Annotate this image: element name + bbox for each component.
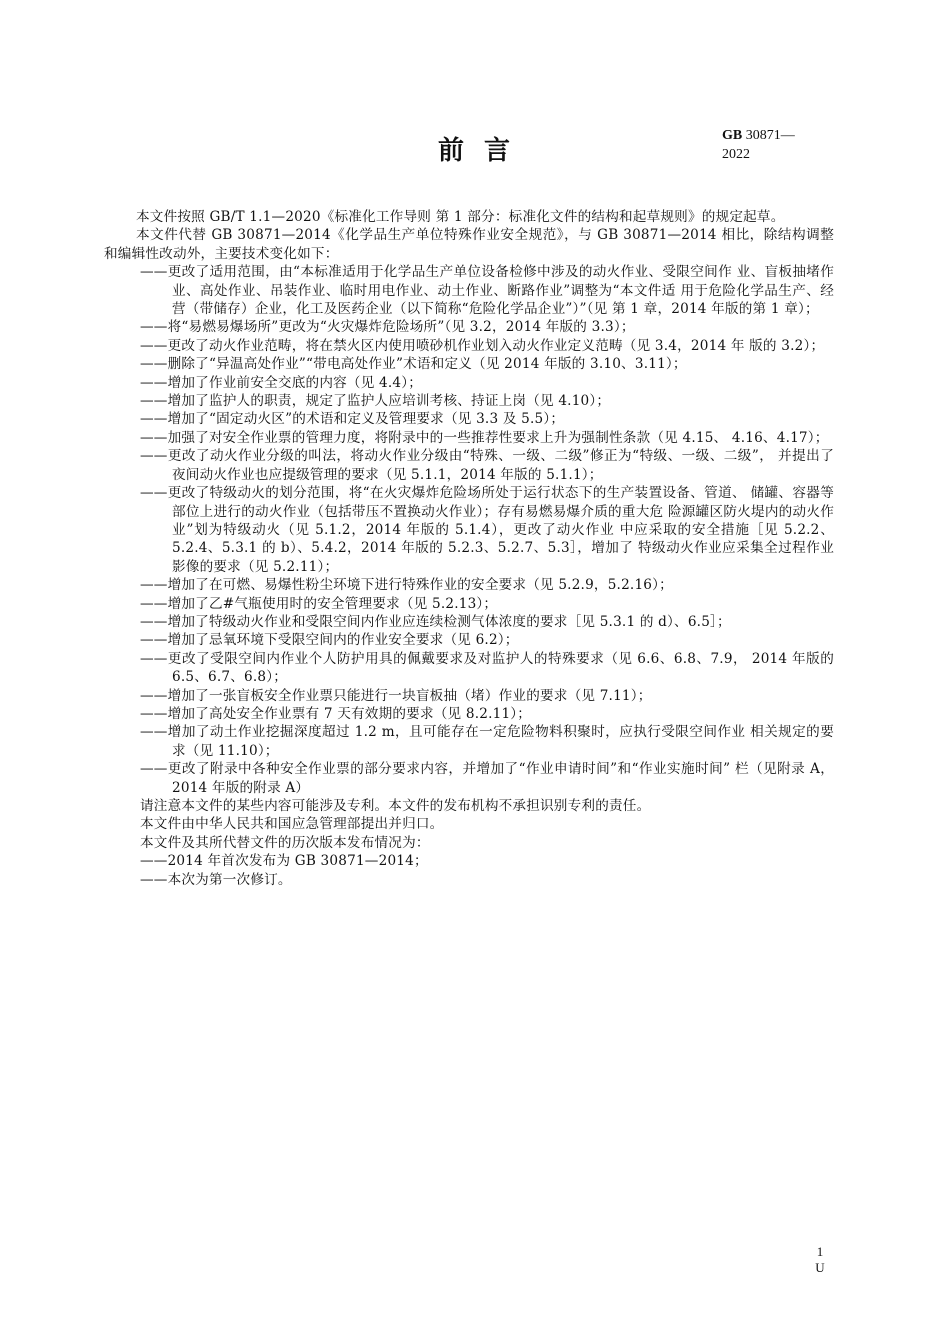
standard-prefix: GB — [722, 128, 743, 143]
change-item: ——删除了“异温高处作业”“带电高处作业”术语和定义（见 2014 年版的 3.10、3.11）； — [140, 356, 687, 373]
history-item: ——本次为第一次修订。 — [140, 871, 292, 888]
change-item: ——增加了动土作业挖掘深度超过 1.2 m，且可能存在一定危险物料积聚时，应执行受限空间作业 相关规定的要求（见 11.10）； — [140, 724, 834, 759]
change-item: ——更改了受限空间内作业个人防护用具的佩戴要求及对监护人的特殊要求（见 6.6、6.8、7.9， 2014 年版的 6.5、6.7、6.8）； — [140, 650, 834, 686]
page-number: 1 — [816, 1244, 824, 1259]
change-item: ——更改了动火作业分级的叫法，将动火作业分级由“特殊、一级、二级”修正为“特级、一级、二级”， 并提出了夜间动火作业也应提级管理的要求（见 5.1.1，2014 年版的 5.1.1）； — [140, 448, 834, 483]
foreword-body — [104, 208, 834, 889]
standard-number: 30871— — [742, 128, 795, 143]
history-item: ——2014 年首次发布为 GB 30871—2014； — [140, 853, 428, 870]
paragraph-replacement: 本文件代替 GB 30871—2014《化学品生产单位特殊作业安全规范》，与 GB 30871—2014 相比，除结构调整和编辑性改动外，主要技术变化如下： — [104, 227, 834, 262]
changes-list — [104, 263, 834, 797]
page-title: 前言 — [437, 136, 530, 166]
change-item: ——更改了附录中各种安全作业票的部分要求内容，并增加了“作业申请时间”和“作业实施时间” 栏（见附录 A，2014 年版的附录 A） — [140, 761, 834, 796]
page-mark: U — [815, 1260, 825, 1275]
change-item: ——增加了高处安全作业票有 7 天有效期的要求（见 8.2.11）； — [140, 705, 532, 722]
page-footer — [812, 1244, 828, 1276]
change-item: ——增加了作业前安全交底的内容（见 4.4）； — [140, 374, 423, 391]
change-item: ——将“易燃易爆场所”更改为“火灾爆炸危险场所”（见 3.2，2014 年版的 3.3）； — [140, 319, 635, 336]
change-item: ——更改了动火作业范畴，将在禁火区内使用喷砂机作业划入动火作业定义范畴（见 3.4，2014 年 版的 3.2）； — [140, 337, 825, 354]
history-heading: 本文件及其所代替文件的历次版本发布情况为： — [140, 834, 430, 851]
change-item: ——增加了监护人的职责，规定了监护人应培训考核、持证上岗（见 4.10）； — [140, 393, 611, 410]
change-item: ——加强了对安全作业票的管理力度，将附录中的一些推荐性要求上升为强制性条款（见 4.15、 4.16、4.17）； — [140, 429, 829, 446]
change-item: ——增加了一张盲板安全作业票只能进行一块盲板抽（堵）作业的要求（见 7.11）； — [140, 687, 652, 704]
change-item: ——更改了特级动火的划分范围，将“在火灾爆炸危险场所处于运行状态下的生产装置设备、管道、 储罐、容器等部位上进行的动火作业（包括带压不置换动火作业）；存有易燃易爆介质的重大危 险源罐区防火堤内的动火作业”划为特级动火（见 5.1.2，2014 年版的 5.1.4），更改了动火作业 中应采取的安全措施［见 5.2.2、5.2.4、5.3.1 的 b）、5.4.2，2014 年版的 5.2.3、5.2.7、5.3］，增加了 特级动火作业应采集全过程作业影像的要求（见 5.2.11）； — [140, 485, 834, 575]
standard-year: 2022 — [722, 147, 750, 162]
paragraph-drafting-rules: 本文件按照 GB/T 1.1—2020《标准化工作导则 第 1 部分：标准化文件的结构和起草规则》的规定起草。 — [136, 209, 785, 225]
patent-notice: 请注意本文件的某些内容可能涉及专利。本文件的发布机构不承担识别专利的责任。 — [140, 798, 651, 814]
change-item: ——增加了特级动火作业和受限空间内作业应连续检测气体浓度的要求［见 5.3.1 的 d）、6.5］； — [140, 613, 731, 630]
change-item: ——增加了乙#气瓶使用时的安全管理要求（见 5.2.13）； — [140, 595, 498, 612]
proposer-statement: 本文件由中华人民共和国应急管理部提出并归口。 — [140, 816, 444, 833]
change-item: ——更改了适用范围，由“本标准适用于化学品生产单位设备检修中涉及的动火作业、受限空间作 业、盲板抽堵作业、高处作业、吊装作业、临时用电作业、动土作业、断路作业”调整为“本文件适 用于危险化学品生产、经营（带储存）企业，化工及医药企业（以下简称“危险化学品企业”）”（见 第 1 章，2014 年版的第 1 章）； — [140, 264, 834, 318]
change-item: ——增加了“固定动火区”的术语和定义及管理要求（见 3.3 及 5.5）； — [140, 411, 565, 428]
change-item: ——增加了在可燃、易爆性粉尘环境下进行特殊作业的安全要求（见 5.2.9，5.2.16）； — [140, 577, 673, 594]
change-item: ——增加了忌氧环境下受限空间内的作业安全要求（见 6.2）； — [140, 632, 519, 649]
